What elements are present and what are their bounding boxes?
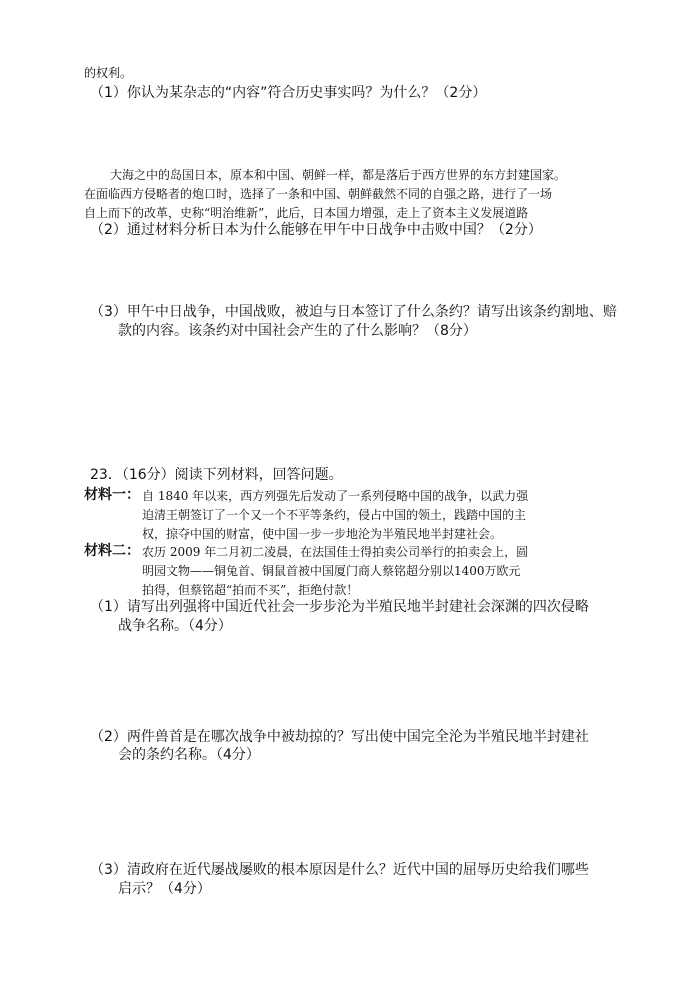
material-1-line: 自 1840 年以来，西方列强先后发动了一系列侵略中国的战争，以武力强	[142, 489, 529, 503]
question-3-line2: 款的内容。该条约对中国社会产生的了什么影响？（8分）	[118, 323, 477, 339]
material-1-line: 迫清王朝签订了一个又一个不平等条约，侵占中国的领土，践踏中国的主	[142, 508, 527, 522]
sub-question-2-line1: （2）两件兽首是在哪次战争中被劫掠的？写出使中国完全沦为半殖民地半封建社	[90, 729, 589, 745]
sub-question-1-line1: （1）请写出列强将中国近代社会一步步沦为半殖民地半封建社会深渊的四次侵略	[90, 599, 589, 615]
question-2: （2）通过材料分析日本为什么能够在甲午中日战争中击败中国？（2分）	[90, 222, 542, 238]
question-1: （1）你认为某杂志的“内容”符合历史事实吗？为什么？（2分）	[90, 85, 487, 101]
material-2-line: 明园文物——铜兔首、铜鼠首被中国厦门商人蔡铭超分别以1400万欧元	[142, 564, 521, 578]
sub-question-2-line2: 会的条约名称。（4分）	[118, 747, 260, 763]
question-23-heading: 23．（16分）阅读下列材料，回答问题。	[90, 467, 343, 483]
text-line: 的权利。	[84, 66, 133, 80]
sub-question-3-line1: （3）清政府在近代屡战屡败的根本原因是什么？近代中国的屈辱历史给我们哪些	[90, 862, 589, 878]
material-2-line: 拍得，但蔡铭超“拍而不买”，拒绝付款！	[142, 583, 359, 597]
material-2-line: 农历 2009 年二月初二凌晨，在法国佳士得拍卖公司举行的拍卖会上，圆	[142, 545, 529, 559]
question-3-line1: （3）甲午中日战争，中国战败，被迫与日本签订了什么条约？请写出该条约割地、赔	[90, 304, 617, 320]
sub-question-3-line2: 启示？（4分）	[118, 881, 211, 897]
material-2-label: 材料二：	[84, 543, 140, 559]
material-line: 在面临西方侵略者的炮口时，选择了一条和中国、朝鲜截然不同的自强之路，进行了一场	[84, 187, 553, 201]
material-line: 自上而下的改革，史称“明治维新”，此后，日本国力增强，走上了资本主义发展道路	[84, 206, 529, 220]
material-1-line: 权，掠夺中国的财富，使中国一步一步地沦为半殖民地半封建社会。	[142, 527, 503, 541]
material-1-label: 材料一：	[84, 487, 140, 503]
material-line: 大海之中的岛国日本，原本和中国、朝鲜一样，都是落后于西方世界的东方封建国家。	[110, 168, 567, 182]
sub-question-1-line2: 战争名称。（4分）	[118, 618, 232, 634]
